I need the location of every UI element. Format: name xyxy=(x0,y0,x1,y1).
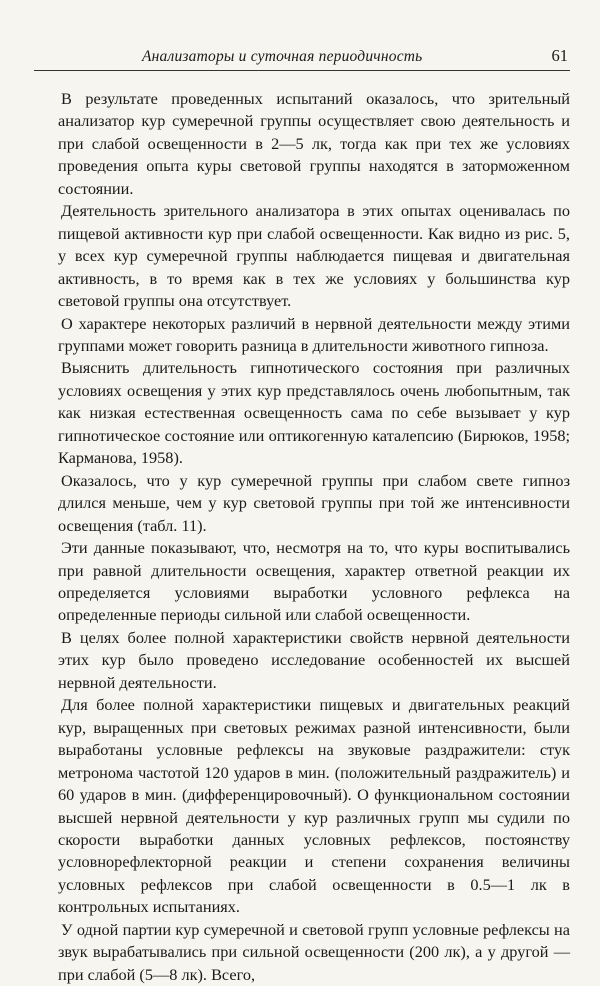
paragraph: В целях более полной характеристики свойств нервной деятельности этих кур было проведено исследование особенностей их высшей нервной деятельности. xyxy=(58,627,570,692)
paragraph: Для более полной характеристики пищевых и двигательных реакций кур, выращенных при световых режимах разной интенсивности, были выработаны условные рефлексы на звуковые раздражители: стук метронома частотой 120 ударов в мин. (положительный раздражитель) и 60 ударов в мин. (дифференцировочный). О функциональном состоянии высшей нервной деятельности у кур различных групп мы судили по скорости выработки данных условных рефлексов, постоянству условнорефлекторной реакции и степени сохранения величины условных рефлексов при слабой освещенности в 0.5—1 лк в контрольных испытаниях. xyxy=(58,695,570,917)
running-title: Анализаторы и суточная периодичность xyxy=(142,48,423,65)
paragraph: У одной партии кур сумеречной и световой групп условные рефлексы на звук вырабатывались при сильной освещенности (200 лк), а у другой — при слабой (5—8 лк). Всего, xyxy=(58,919,570,984)
paragraph: Выяснить длительность гипнотического состояния при различных условиях освещения у этих кур представлялось очень любопытным, так как низкая естественная освещенность сама по себе вызывает у кур гипнотическое состояние или оптикогенную каталепсию (Бирюков, 1958; Карманова, 1958). xyxy=(58,358,570,468)
paragraph: О характере некоторых различий в нервной деятельности между этими группами может говорить разница в длительности животного гипноза. xyxy=(58,313,570,355)
page-number: 61 xyxy=(551,46,568,65)
body-text xyxy=(58,88,570,986)
page-header xyxy=(34,42,570,68)
paragraph: Оказалось, что у кур сумеречной группы при слабом свете гипноз длился меньше, чем у кур световой группы при той же интенсивности освещения (табл. 11). xyxy=(58,470,570,535)
paragraph: Эти данные показывают, что, несмотря на то, что куры воспитывались при равной длительности освещения, характер ответной реакции их определяется условиями выработки условного рефлекса на определенные периоды сильной или слабой освещенности. xyxy=(58,538,570,625)
paragraph: Деятельность зрительного анализатора в этих опытах оценивалась по пищевой активности кур при слабой освещенности. Как видно из рис. 5, у всех кур сумеречной группы наблюдается пищевая и двигательная активность, в то время как в тех же условиях у большинства кур световой группы она отсутствует. xyxy=(58,201,570,311)
paragraph: В результате проведенных испытаний оказалось, что зрительный анализатор кур сумеречной группы осуществляет свою деятельность и при слабой освещенности в 2—5 лк, тогда как при тех же условиях проведения опыта куры световой группы находятся в заторможенном состоянии. xyxy=(58,89,570,198)
header-rule xyxy=(34,70,570,71)
